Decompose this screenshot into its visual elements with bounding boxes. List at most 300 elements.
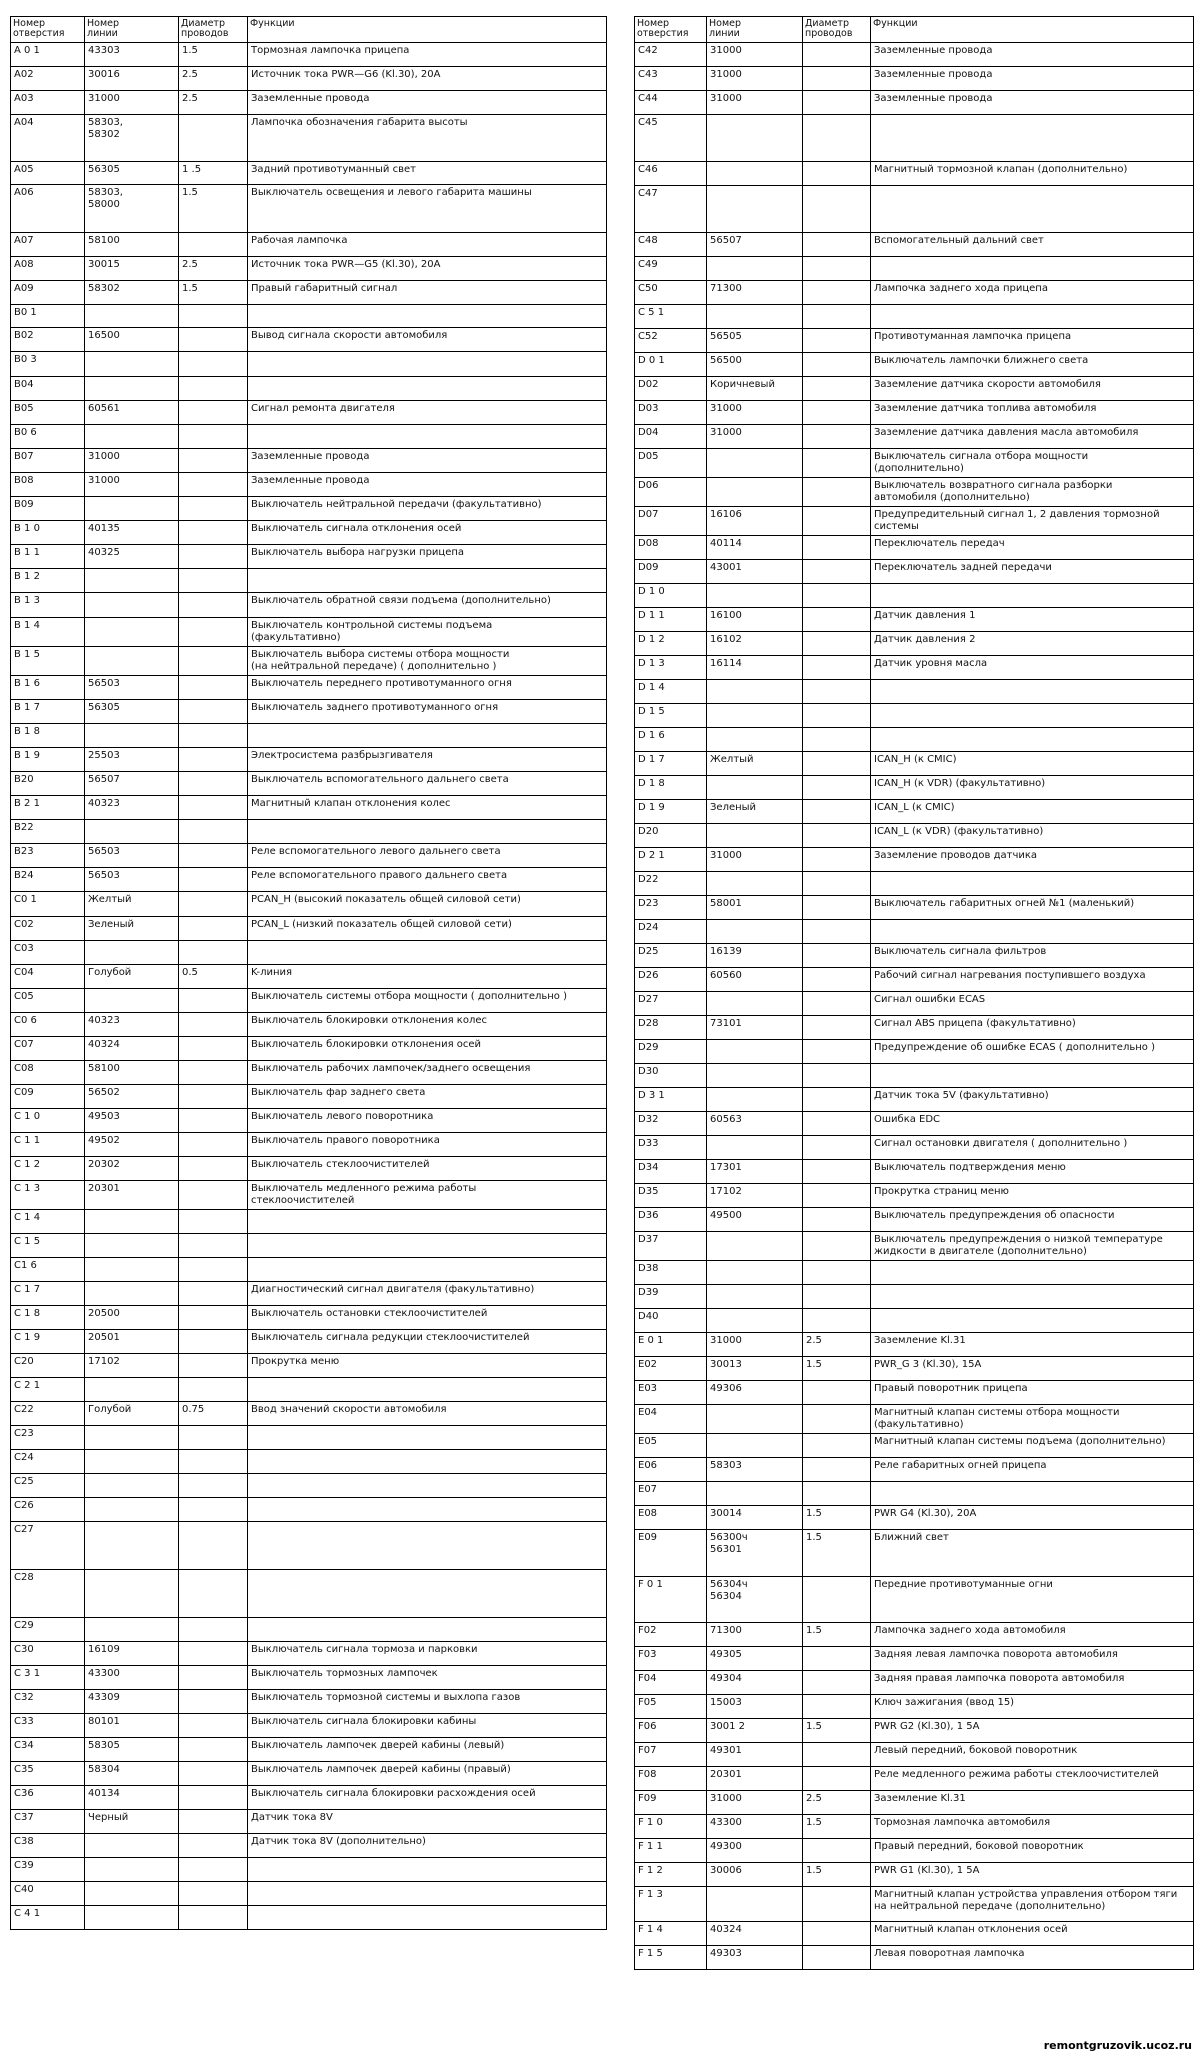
cell-function xyxy=(248,941,607,965)
cell-line-number: 43300 xyxy=(85,1666,179,1690)
cell-wire-diameter xyxy=(803,1088,871,1112)
cell-line-number xyxy=(85,1498,179,1522)
cell-line-number: 30013 xyxy=(707,1357,803,1381)
cell-line-number xyxy=(85,1570,179,1618)
cell-line-number xyxy=(707,1887,803,1922)
table-row xyxy=(635,1577,1194,1623)
cell-wire-diameter xyxy=(179,521,248,545)
cell-hole-number: C09 xyxy=(11,1085,85,1109)
cell-function xyxy=(248,1570,607,1618)
cell-function: Переключатель задней передачи xyxy=(871,560,1194,584)
cell-hole-number: D27 xyxy=(635,992,707,1016)
cell-wire-diameter xyxy=(803,608,871,632)
cell-line-number xyxy=(85,1210,179,1234)
cell-function: Выключатель лампочки ближнего света xyxy=(871,353,1194,377)
table-row xyxy=(11,1402,607,1426)
cell-function: Источник тока PWR—G6 (Kl.30), 20A xyxy=(248,67,607,91)
cell-function xyxy=(871,728,1194,752)
table-row xyxy=(635,1088,1194,1112)
cell-function: Датчик уровня масла xyxy=(871,656,1194,680)
cell-wire-diameter xyxy=(803,1064,871,1088)
cell-hole-number: F08 xyxy=(635,1767,707,1791)
cell-line-number: 16100 xyxy=(707,608,803,632)
cell-function xyxy=(248,1210,607,1234)
cell-hole-number: D 1 5 xyxy=(635,704,707,728)
cell-line-number xyxy=(85,1234,179,1258)
cell-hole-number: C0 1 xyxy=(11,892,85,917)
cell-line-number: 49503 xyxy=(85,1109,179,1133)
cell-function xyxy=(248,1474,607,1498)
cell-line-number: Голубой xyxy=(85,1402,179,1426)
cell-line-number xyxy=(707,992,803,1016)
table-row xyxy=(11,449,607,473)
cell-wire-diameter xyxy=(803,1695,871,1719)
table-row xyxy=(635,1946,1194,1970)
header-hole-number: Номер отверстия xyxy=(11,17,85,43)
cell-wire-diameter xyxy=(179,1714,248,1738)
table-row xyxy=(635,536,1194,560)
cell-wire-diameter xyxy=(803,992,871,1016)
cell-hole-number: C 1 1 xyxy=(11,1133,85,1157)
cell-line-number xyxy=(85,1906,179,1930)
cell-function: Выключатель нейтральной передачи (факультативно) xyxy=(248,497,607,521)
table-row xyxy=(11,1882,607,1906)
cell-wire-diameter xyxy=(179,305,248,328)
cell-hole-number: D 1 7 xyxy=(635,752,707,776)
cell-wire-diameter xyxy=(179,1258,248,1282)
cell-wire-diameter xyxy=(179,1013,248,1037)
cell-wire-diameter xyxy=(803,680,871,704)
cell-function: Диагностический сигнал двигателя (факультативно) xyxy=(248,1282,607,1306)
cell-hole-number: A04 xyxy=(11,115,85,162)
cell-hole-number: B05 xyxy=(11,401,85,425)
cell-hole-number: C04 xyxy=(11,965,85,989)
cell-wire-diameter xyxy=(803,944,871,968)
cell-line-number: 60560 xyxy=(707,968,803,992)
cell-function: ICAN_H (к CMIC) xyxy=(871,752,1194,776)
cell-function xyxy=(248,377,607,401)
cell-function: Заземленные провода xyxy=(248,91,607,115)
cell-hole-number: F06 xyxy=(635,1719,707,1743)
table-row xyxy=(11,115,607,162)
table-row xyxy=(11,67,607,91)
cell-function xyxy=(248,1258,607,1282)
cell-line-number: 20501 xyxy=(85,1330,179,1354)
cell-wire-diameter: 1.5 xyxy=(803,1357,871,1381)
cell-wire-diameter xyxy=(179,1570,248,1618)
cell-wire-diameter xyxy=(803,536,871,560)
cell-line-number xyxy=(85,1618,179,1642)
cell-function: Предупреждение об ошибке ECAS ( дополнительно ) xyxy=(871,1040,1194,1064)
cell-hole-number: B0 6 xyxy=(11,425,85,449)
cell-line-number xyxy=(85,618,179,647)
cell-line-number: 40324 xyxy=(707,1922,803,1946)
cell-wire-diameter xyxy=(179,1810,248,1834)
cell-function: Заземленные провода xyxy=(248,473,607,497)
table-row xyxy=(635,281,1194,305)
cell-hole-number: B 1 2 xyxy=(11,569,85,593)
cell-hole-number: D33 xyxy=(635,1136,707,1160)
cell-function: Выключатель остановки стеклоочистителей xyxy=(248,1306,607,1330)
cell-function xyxy=(248,352,607,377)
table-row xyxy=(635,1482,1194,1506)
cell-wire-diameter xyxy=(179,593,248,618)
cell-hole-number: C22 xyxy=(11,1402,85,1426)
cell-hole-number: D 1 2 xyxy=(635,632,707,656)
cell-function: Датчик тока 8V (дополнительно) xyxy=(248,1834,607,1858)
cell-wire-diameter xyxy=(179,1786,248,1810)
cell-line-number: 31000 xyxy=(707,1333,803,1357)
table-row xyxy=(635,1405,1194,1434)
cell-function: Сигнал ошибки ECAS xyxy=(871,992,1194,1016)
cell-function xyxy=(871,1064,1194,1088)
table-row xyxy=(11,91,607,115)
cell-function xyxy=(248,1906,607,1930)
table-row xyxy=(635,257,1194,281)
table-row xyxy=(11,1858,607,1882)
cell-hole-number: A06 xyxy=(11,185,85,233)
cell-function: Выключатель вспомогательного дальнего света xyxy=(248,772,607,796)
cell-line-number: 43309 xyxy=(85,1690,179,1714)
cell-wire-diameter xyxy=(179,1109,248,1133)
table-row xyxy=(11,844,607,868)
cell-hole-number: C02 xyxy=(11,917,85,941)
cell-wire-diameter xyxy=(179,1834,248,1858)
header-functions: Функции xyxy=(248,17,607,43)
table-row xyxy=(11,700,607,724)
cell-hole-number: B 1 3 xyxy=(11,593,85,618)
cell-function xyxy=(248,1378,607,1402)
cell-wire-diameter xyxy=(179,1378,248,1402)
cell-line-number: Черный xyxy=(85,1810,179,1834)
cell-line-number xyxy=(707,584,803,608)
cell-hole-number: C39 xyxy=(11,1858,85,1882)
table-row xyxy=(11,1570,607,1618)
cell-line-number: 17301 xyxy=(707,1160,803,1184)
cell-wire-diameter xyxy=(803,1434,871,1458)
cell-line-number xyxy=(85,941,179,965)
table-row xyxy=(635,1040,1194,1064)
cell-function xyxy=(871,1261,1194,1285)
cell-line-number xyxy=(85,724,179,748)
table-row xyxy=(11,1690,607,1714)
cell-wire-diameter xyxy=(179,820,248,844)
cell-function: Лампочка заднего хода прицепа xyxy=(871,281,1194,305)
pin-table-left xyxy=(10,16,607,1930)
cell-function: Выключатель фар заднего света xyxy=(248,1085,607,1109)
cell-line-number: 31000 xyxy=(707,401,803,425)
cell-hole-number: D35 xyxy=(635,1184,707,1208)
cell-line-number xyxy=(85,1474,179,1498)
cell-function: Заземление Kl.31 xyxy=(871,1791,1194,1815)
cell-function: Заземленные провода xyxy=(871,91,1194,115)
cell-hole-number: F04 xyxy=(635,1671,707,1695)
cell-wire-diameter xyxy=(803,1767,871,1791)
cell-hole-number: D05 xyxy=(635,449,707,478)
cell-wire-diameter xyxy=(179,1762,248,1786)
cell-hole-number: B 1 9 xyxy=(11,748,85,772)
cell-hole-number: E04 xyxy=(635,1405,707,1434)
cell-wire-diameter xyxy=(803,968,871,992)
cell-function xyxy=(248,1426,607,1450)
cell-line-number: 58302 xyxy=(85,281,179,305)
cell-line-number xyxy=(707,1136,803,1160)
cell-hole-number: E05 xyxy=(635,1434,707,1458)
cell-wire-diameter xyxy=(179,497,248,521)
cell-hole-number: C20 xyxy=(11,1354,85,1378)
cell-hole-number: A03 xyxy=(11,91,85,115)
cell-function xyxy=(248,1498,607,1522)
cell-function: Выключатель стеклоочистителей xyxy=(248,1157,607,1181)
cell-hole-number: D38 xyxy=(635,1261,707,1285)
cell-wire-diameter xyxy=(803,800,871,824)
cell-hole-number: B 1 5 xyxy=(11,647,85,676)
cell-function xyxy=(248,1882,607,1906)
table-row xyxy=(635,1506,1194,1530)
cell-line-number xyxy=(707,920,803,944)
cell-wire-diameter xyxy=(803,329,871,353)
cell-wire-diameter xyxy=(803,752,871,776)
cell-line-number xyxy=(85,377,179,401)
cell-line-number: Желтый xyxy=(85,892,179,917)
cell-wire-diameter xyxy=(179,1157,248,1181)
cell-line-number: 30016 xyxy=(85,67,179,91)
cell-hole-number: D03 xyxy=(635,401,707,425)
header-wire-diameter: Диаметр проводов xyxy=(803,17,871,43)
cell-hole-number: A08 xyxy=(11,257,85,281)
cell-line-number xyxy=(707,1232,803,1261)
cell-line-number xyxy=(707,704,803,728)
table-row xyxy=(635,560,1194,584)
cell-hole-number: C34 xyxy=(11,1738,85,1762)
table-row xyxy=(11,473,607,497)
cell-wire-diameter xyxy=(803,704,871,728)
cell-line-number: 56500 xyxy=(707,353,803,377)
cell-hole-number: B 2 1 xyxy=(11,796,85,820)
cell-hole-number: C29 xyxy=(11,1618,85,1642)
cell-line-number: 56503 xyxy=(85,868,179,892)
cell-line-number xyxy=(707,824,803,848)
cell-function: Выключатель лампочек дверей кабины (левый) xyxy=(248,1738,607,1762)
cell-line-number: 58303 xyxy=(707,1458,803,1482)
cell-line-number: 56503 xyxy=(85,844,179,868)
table-row xyxy=(11,1810,607,1834)
cell-hole-number: D23 xyxy=(635,896,707,920)
cell-function: Выключатель сигнала блокировки кабины xyxy=(248,1714,607,1738)
cell-line-number: 60563 xyxy=(707,1112,803,1136)
cell-hole-number: D26 xyxy=(635,968,707,992)
cell-function: K-линия xyxy=(248,965,607,989)
cell-function: PCAN_H (высокий показатель общей силовой сети) xyxy=(248,892,607,917)
cell-hole-number: C25 xyxy=(11,1474,85,1498)
pin-table-right xyxy=(634,16,1194,1970)
cell-wire-diameter xyxy=(803,848,871,872)
table-row xyxy=(11,772,607,796)
cell-line-number xyxy=(707,186,803,233)
table-row xyxy=(635,1530,1194,1577)
header-line-number: Номер линии xyxy=(85,17,179,43)
table-row xyxy=(11,43,607,67)
cell-wire-diameter: 1.5 xyxy=(803,1506,871,1530)
cell-hole-number: F07 xyxy=(635,1743,707,1767)
table-row xyxy=(635,848,1194,872)
cell-hole-number: C 1 0 xyxy=(11,1109,85,1133)
cell-function: Выключатель контрольной системы подъема (факультативно) xyxy=(248,618,607,647)
table-row xyxy=(11,377,607,401)
cell-line-number: 40135 xyxy=(85,521,179,545)
table-row xyxy=(635,425,1194,449)
table-row xyxy=(11,1738,607,1762)
cell-line-number xyxy=(85,593,179,618)
table-row xyxy=(635,329,1194,353)
table-row xyxy=(11,425,607,449)
cell-line-number: 16114 xyxy=(707,656,803,680)
cell-function: Правый передний, боковой поворотник xyxy=(871,1839,1194,1863)
cell-line-number: 56502 xyxy=(85,1085,179,1109)
table-row xyxy=(11,647,607,676)
cell-wire-diameter xyxy=(179,647,248,676)
cell-wire-diameter: 1.5 xyxy=(803,1719,871,1743)
cell-wire-diameter xyxy=(179,1450,248,1474)
cell-function: PWR G2 (Kl.30), 1 5A xyxy=(871,1719,1194,1743)
cell-line-number xyxy=(85,569,179,593)
cell-hole-number: C26 xyxy=(11,1498,85,1522)
cell-wire-diameter xyxy=(179,1426,248,1450)
cell-wire-diameter xyxy=(179,1882,248,1906)
cell-line-number: 60561 xyxy=(85,401,179,425)
cell-hole-number: D09 xyxy=(635,560,707,584)
cell-wire-diameter xyxy=(803,43,871,67)
cell-function xyxy=(248,1234,607,1258)
cell-wire-diameter xyxy=(179,328,248,352)
cell-hole-number: C28 xyxy=(11,1570,85,1618)
cell-hole-number: C 1 3 xyxy=(11,1181,85,1210)
cell-line-number xyxy=(707,680,803,704)
cell-function: Реле вспомогательного правого дальнего света xyxy=(248,868,607,892)
table-row xyxy=(635,1719,1194,1743)
table-row xyxy=(635,1922,1194,1946)
cell-wire-diameter xyxy=(803,401,871,425)
cell-function: Задняя левая лампочка поворота автомобиля xyxy=(871,1647,1194,1671)
cell-hole-number: E09 xyxy=(635,1530,707,1577)
cell-wire-diameter xyxy=(803,162,871,186)
cell-function: Выключатель подтверждения меню xyxy=(871,1160,1194,1184)
table-row xyxy=(635,1647,1194,1671)
cell-function: Выключатель тормозных лампочек xyxy=(248,1666,607,1690)
table-row xyxy=(11,796,607,820)
cell-wire-diameter xyxy=(179,1085,248,1109)
cell-function: PWR G1 (Kl.30), 1 5A xyxy=(871,1863,1194,1887)
cell-function: Ключ зажигания (ввод 15) xyxy=(871,1695,1194,1719)
cell-hole-number: B07 xyxy=(11,449,85,473)
cell-function: Выключатель системы отбора мощности ( дополнительно ) xyxy=(248,989,607,1013)
table-row xyxy=(11,1474,607,1498)
cell-hole-number: C40 xyxy=(11,1882,85,1906)
table-row xyxy=(635,401,1194,425)
table-row xyxy=(635,968,1194,992)
cell-line-number: 40324 xyxy=(85,1037,179,1061)
table-row xyxy=(635,1381,1194,1405)
cell-function: Магнитный тормозной клапан (дополнительно) xyxy=(871,162,1194,186)
cell-function xyxy=(248,1858,607,1882)
cell-function: Выключатель выбора нагрузки прицепа xyxy=(248,545,607,569)
cell-function xyxy=(871,257,1194,281)
cell-wire-diameter xyxy=(803,377,871,401)
cell-line-number: 40114 xyxy=(707,536,803,560)
cell-wire-diameter xyxy=(803,872,871,896)
cell-hole-number: D30 xyxy=(635,1064,707,1088)
table-row xyxy=(635,478,1194,507)
cell-function: Выключатель освещения и левого габарита машины xyxy=(248,185,607,233)
table-row xyxy=(635,449,1194,478)
table-row xyxy=(11,1234,607,1258)
cell-line-number: 49502 xyxy=(85,1133,179,1157)
cell-line-number xyxy=(85,1450,179,1474)
table-row xyxy=(635,680,1194,704)
table-row xyxy=(11,1762,607,1786)
cell-hole-number: C 1 7 xyxy=(11,1282,85,1306)
table-row xyxy=(635,1112,1194,1136)
cell-line-number: 31000 xyxy=(707,848,803,872)
cell-line-number xyxy=(707,1040,803,1064)
cell-wire-diameter xyxy=(179,1666,248,1690)
table-row xyxy=(635,584,1194,608)
cell-line-number: 71300 xyxy=(707,281,803,305)
cell-function: Датчик тока 8V xyxy=(248,1810,607,1834)
cell-wire-diameter xyxy=(803,920,871,944)
table-row xyxy=(11,724,607,748)
table-row xyxy=(635,1887,1194,1922)
cell-line-number: 43303 xyxy=(85,43,179,67)
cell-wire-diameter xyxy=(179,545,248,569)
table-row xyxy=(11,1498,607,1522)
cell-function: Источник тока PWR—G5 (Kl.30), 20A xyxy=(248,257,607,281)
cell-hole-number: C46 xyxy=(635,162,707,186)
cell-line-number xyxy=(85,1258,179,1282)
cell-hole-number: D37 xyxy=(635,1232,707,1261)
cell-wire-diameter xyxy=(179,1642,248,1666)
table-row xyxy=(11,1157,607,1181)
cell-line-number xyxy=(707,257,803,281)
table-row xyxy=(11,401,607,425)
cell-function xyxy=(871,1285,1194,1309)
cell-line-number: 49300 xyxy=(707,1839,803,1863)
cell-line-number: 16102 xyxy=(707,632,803,656)
table-row xyxy=(11,1306,607,1330)
cell-wire-diameter xyxy=(803,1184,871,1208)
cell-hole-number: E 0 1 xyxy=(635,1333,707,1357)
cell-function: Выключатель сигнала фильтров xyxy=(871,944,1194,968)
cell-line-number: 56507 xyxy=(85,772,179,796)
cell-hole-number: D39 xyxy=(635,1285,707,1309)
cell-wire-diameter xyxy=(803,1381,871,1405)
table-row xyxy=(635,1863,1194,1887)
cell-wire-diameter: 1.5 xyxy=(803,1530,871,1577)
cell-line-number xyxy=(707,478,803,507)
cell-line-number: 16139 xyxy=(707,944,803,968)
table-row xyxy=(635,1791,1194,1815)
table-row xyxy=(11,1642,607,1666)
table-row xyxy=(11,1378,607,1402)
table-row xyxy=(11,1181,607,1210)
cell-function: Сигнал ABS прицепа (факультативно) xyxy=(871,1016,1194,1040)
cell-line-number: 56300ч 56301 xyxy=(707,1530,803,1577)
cell-line-number: 31000 xyxy=(707,91,803,115)
cell-hole-number: C03 xyxy=(11,941,85,965)
cell-line-number: 40323 xyxy=(85,1013,179,1037)
cell-hole-number: D 0 1 xyxy=(635,353,707,377)
table-row xyxy=(635,896,1194,920)
